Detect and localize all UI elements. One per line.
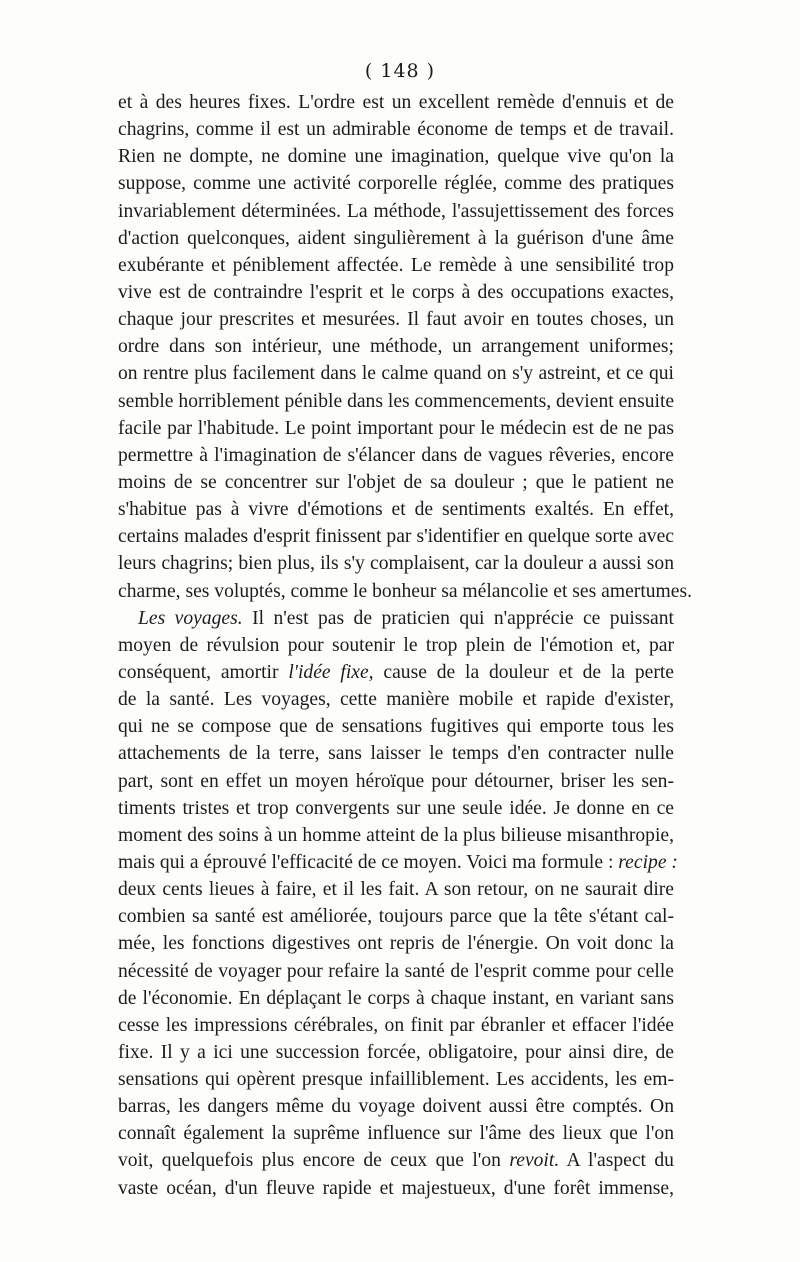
text-segment: cause de la douleur et de la perte — [373, 661, 674, 683]
text-line: d'action quelconques, aident singulièrement à la guérison d'une âme — [118, 227, 674, 249]
text-line: de la santé. Les voyages, cette manière mobile et rapide d'exister, — [118, 689, 674, 711]
text-line — [118, 1147, 674, 1174]
text-line: ordre dans son intérieur, une méthode, un arrangement uniformes; — [118, 336, 674, 358]
text-line: moment des soins à un homme atteint de la plus bilieuse misanthropie, — [118, 824, 674, 846]
text-segment: A l'aspect du — [559, 1150, 674, 1172]
text-line: combien sa santé est améliorée, toujours parce que la tête s'étant cal- — [118, 906, 674, 928]
text-segment: conséquent, amortir — [118, 661, 289, 683]
body-text — [118, 89, 693, 1202]
text-line: chagrins, comme il est un admirable économe de temps et de travail. — [118, 119, 674, 141]
page-number: ( 148 ) — [364, 60, 436, 82]
text-line: mée, les fonctions digestives ont repris de l'énergie. On voit donc la — [118, 933, 674, 955]
text-line: deux cents lieues à faire, et il les fait. A son retour, on ne saurait dire — [118, 879, 674, 901]
text-line: vive est de contraindre l'esprit et le corps à des occupations exactes, — [118, 281, 674, 303]
text-line: de l'économie. En déplaçant le corps à chaque instant, en variant sans — [118, 987, 674, 1009]
text-line: on rentre plus facilement dans le calme quand on s'y astreint, et ce qui — [118, 363, 674, 385]
text-line: chaque jour prescrites et mesurées. Il faut avoir en toutes choses, un — [118, 309, 674, 331]
section-heading-italic: Les voyages. — [138, 607, 243, 629]
italic-term: recipe : — [618, 851, 678, 873]
text-segment: mais qui a éprouvé l'efficacité de ce moyen. Voici ma formule : — [118, 851, 619, 873]
text-line: connaît également la suprême influence sur l'âme des lieux que l'on — [118, 1123, 674, 1145]
text-line: sensations qui opèrent presque infailliblement. Les accidents, les em- — [118, 1069, 674, 1091]
text-line: invariablement déterminées. La méthode, l'assujettissement des forces — [118, 200, 674, 222]
text-line: cesse les impressions cérébrales, on finit par ébranler et effacer l'idée — [118, 1014, 674, 1036]
text-line: moyen de révulsion pour soutenir le trop plein de l'émotion et, par — [118, 634, 674, 656]
text-line: nécessité de voyager pour refaire la santé de l'esprit comme pour celle — [118, 960, 674, 982]
text-line: et à des heures fixes. L'ordre est un excellent remède d'ennuis et de — [118, 92, 674, 113]
text-line: s'habitue pas à vivre d'émotions et de sentiments exaltés. En effet, — [118, 499, 674, 521]
text-line: exubérante et péniblement affectée. Le remède à une sensibilité trop — [118, 254, 674, 276]
text-line: moins de se concentrer sur l'objet de sa douleur ; que le patient ne — [118, 471, 674, 493]
text-line: qui ne se compose que de sensations fugitives qui emporte tous les — [118, 716, 674, 738]
text-line — [118, 605, 674, 632]
text-line: facile par l'habitude. Le point important pour le médecin est de ne pas — [118, 417, 674, 439]
text-line: vaste océan, d'un fleuve rapide et majestueux, d'une forêt immense, — [118, 1177, 674, 1199]
text-line: part, sont en effet un moyen héroïque pour détourner, briser les sen- — [118, 770, 674, 792]
text-segment: Il n'est pas de praticien qui n'apprécie ce puissant — [242, 607, 674, 629]
text-line: Rien ne dompte, ne domine une imagination, quelque vive qu'on la — [118, 146, 674, 168]
text-line: attachements de la terre, sans laisser le temps d'en contracter nulle — [118, 743, 674, 765]
text-line: timents tristes et trop convergents sur une seule idée. Je donne en ce — [118, 797, 674, 819]
text-line: charme, ses voluptés, comme le bonheur sa mélancolie et ses amertumes. — [118, 580, 693, 602]
italic-term: l'idée fixe, — [288, 661, 374, 683]
text-line: certains malades d'esprit finissent par s'identifier en quelque sorte avec — [118, 526, 674, 548]
text-line — [118, 849, 678, 876]
text-line: barras, les dangers même du voyage doivent aussi être comptés. On — [118, 1096, 674, 1118]
text-line — [118, 659, 674, 686]
text-segment: voit, quelquefois plus encore de ceux que l'on — [118, 1150, 510, 1172]
text-line: fixe. Il y a ici une succession forcée, obligatoire, pour ainsi dire, de — [118, 1041, 674, 1063]
italic-term: revoit. — [509, 1150, 560, 1172]
text-line: semble horriblement pénible dans les commencements, devient ensuite — [118, 390, 675, 412]
text-line: leurs chagrins; bien plus, ils s'y complaisent, car la douleur a aussi son — [118, 553, 674, 575]
text-line: suppose, comme une activité corporelle réglée, comme des pratiques — [118, 173, 674, 195]
text-line: permettre à l'imagination de s'élancer dans de vagues rêveries, encore — [118, 444, 674, 466]
